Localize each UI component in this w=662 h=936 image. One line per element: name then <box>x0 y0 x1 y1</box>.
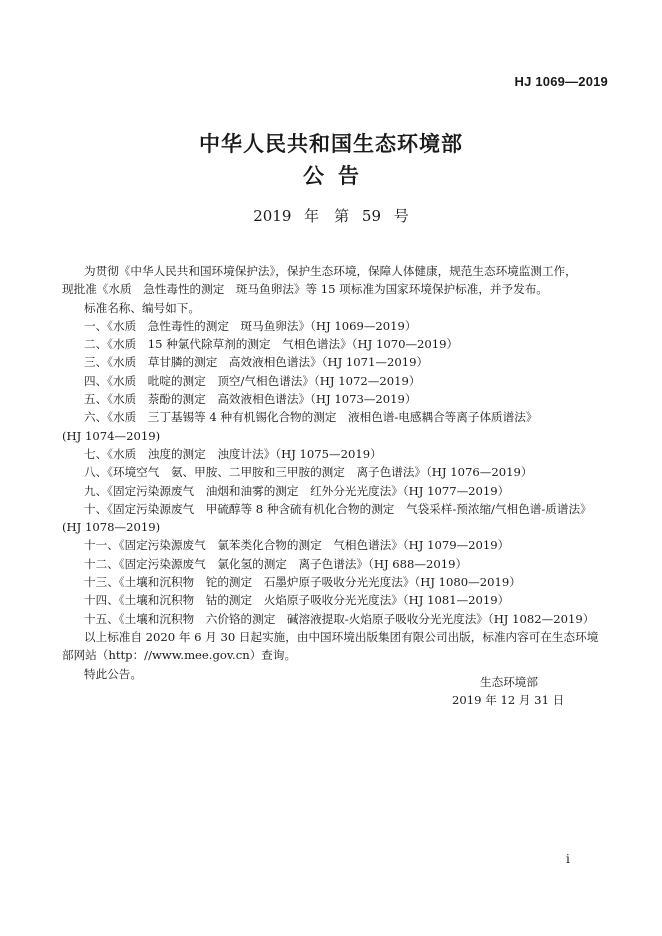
signature-date: 2019 年 12 月 31 日 <box>452 693 565 707</box>
announcement-heading: 公告 <box>303 163 373 188</box>
closing-line: 部网站（http：//www.mee.gov.cn）查询。 <box>62 648 297 663</box>
standard-item: 九、《固定污染源废气 油烟和油雾的测定 红外分光光度法》（HJ 1077—2019） <box>84 483 510 498</box>
standard-item: 十、《固定污染源废气 甲硫醇等 8 种含硫有机化合物的测定 气袋采样-预浓缩/气相色谱-质谱法》 <box>84 501 592 516</box>
closing-line: 以上标准自 2020 年 6 月 30 日起实施，由中国环境出版集团有限公司出版，标准内容可在生态环境 <box>84 629 599 644</box>
intro-line: 为贯彻《中华人民共和国环境保护法》，保护生态环境，保障人体健康，规范生态环境监测工作， <box>84 264 577 278</box>
page-number: i <box>566 852 570 866</box>
standard-item: 十四、《土壤和沉积物 钴的测定 火焰原子吸收分光光度法》（HJ 1081—2019） <box>84 593 510 608</box>
standard-code: HJ 1069—2019 <box>514 74 608 89</box>
standard-item-continuation: (HJ 1078—2019) <box>62 520 161 535</box>
standard-item: 一、《水质 急性毒性的测定 斑马鱼卵法》（HJ 1069—2019） <box>84 318 417 333</box>
standard-item: 十三、《土壤和沉积物 铊的测定 石墨炉原子吸收分光光度法》（HJ 1080—2019） <box>84 575 521 590</box>
standard-item: 六、《水质 三丁基锡等 4 种有机锡化合物的测定 液相色谱-电感耦合等离子体质谱法》 <box>84 410 538 425</box>
standard-item: 五、《水质 萘酚的测定 高效液相色谱法》（HJ 1073—2019） <box>84 392 417 407</box>
standard-item: 十一、《固定污染源废气 氯苯类化合物的测定 气相色谱法》（HJ 1079—2019） <box>84 538 510 553</box>
standard-item: 二、《水质 15 种氯代除草剂的测定 气相色谱法》（HJ 1070—2019） <box>84 337 459 352</box>
standard-item: 七、《水质 浊度的测定 浊度计法》（HJ 1075—2019） <box>84 446 382 461</box>
intro-line: 标准名称、编号如下。 <box>84 300 200 315</box>
standard-item: 十五、《土壤和沉积物 六价铬的测定 碱溶液提取-火焰原子吸收分光光度法》（HJ 1082—2019） <box>84 611 595 626</box>
signature-block <box>452 673 592 709</box>
standard-item: 三、《水质 草甘膦的测定 高效液相色谱法》（HJ 1071—2019） <box>84 355 429 370</box>
standard-item: 四、《水质 吡啶的测定 顶空/气相色谱法》（HJ 1072—2019） <box>84 373 421 388</box>
standard-item: 八、《环境空气 氨、甲胺、二甲胺和三甲胺的测定 离子色谱法》（HJ 1076—2019） <box>84 465 533 480</box>
page-title: 中华人民共和国生态环境部 <box>199 131 463 156</box>
intro-line: 现批准《水质 急性毒性的测定 斑马鱼卵法》等 15 项标准为国家环境保护标准，并予发布。 <box>62 282 548 297</box>
signature-org: 生态环境部 <box>480 675 538 689</box>
issue-number: 2019 年 第 59 号 <box>253 207 409 225</box>
announcement-body <box>62 262 600 683</box>
closing-line: 特此公告。 <box>84 666 142 681</box>
standard-item-continuation: (HJ 1074—2019) <box>62 428 161 443</box>
standard-item: 十二、《固定污染源废气 氯化氢的测定 离子色谱法》（HJ 688—2019） <box>84 556 468 571</box>
